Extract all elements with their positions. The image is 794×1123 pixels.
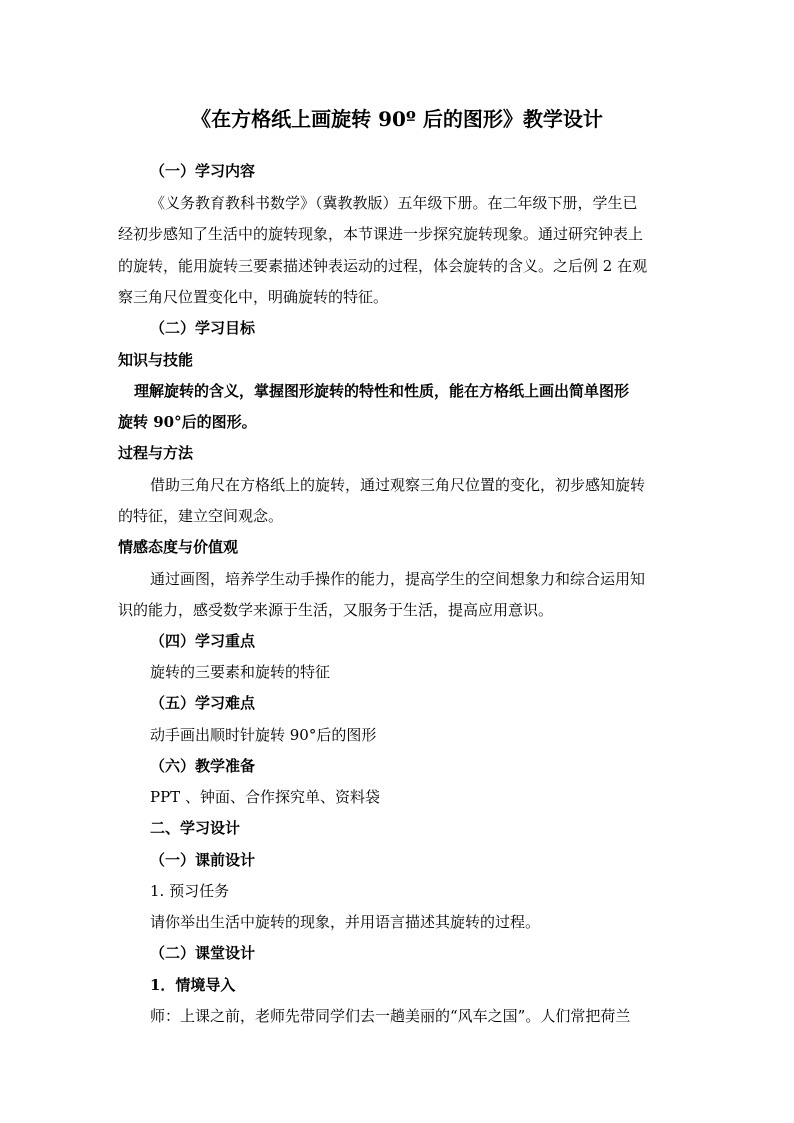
heading-teaching-prep: （六）教学准备 <box>150 757 256 775</box>
paragraph-line: 察三角尺位置变化中，明确旋转的特征。 <box>118 288 389 306</box>
subheading-knowledge-skills: 知识与技能 <box>118 351 194 369</box>
paragraph-line: 旋转的三要素和旋转的特征 <box>150 663 331 681</box>
heading-difficulties: （五）学习难点 <box>150 694 256 712</box>
paragraph-line: 请你举出生活中旋转的现象，并用语言描述其旋转的过程。 <box>150 913 541 931</box>
paragraph-line: 动手画出顺时针旋转 90°后的图形 <box>150 726 377 744</box>
paragraph-line: PPT 、钟面、合作探究单、资料袋 <box>150 788 380 806</box>
paragraph-line: 师：上课之前，老师先带同学们去一趟美丽的“风车之国”。人们常把荷兰 <box>150 1007 631 1025</box>
paragraph-line: 的旋转，能用旋转三要素描述钟表运动的过程，体会旋转的含义。之后例 2 在观 <box>118 257 648 275</box>
paragraph-line: 理解旋转的含义，掌握图形旋转的特性和性质，能在方格纸上画出简单图形 <box>134 382 630 400</box>
heading-key-points: （四）学习重点 <box>150 632 256 650</box>
subheading-attitude-values: 情感态度与价值观 <box>118 538 239 556</box>
heading-learning-content: （一）学习内容 <box>150 162 256 180</box>
list-item-title: 1. 预习任务 <box>150 882 230 900</box>
paragraph-line: 经初步感知了生活中的旋转现象，本节课进一步探究旋转现象。通过研究钟表上 <box>118 225 644 243</box>
heading-pre-class-design: （一）课前设计 <box>150 851 256 869</box>
heading-in-class-design: （二）课堂设计 <box>150 944 256 962</box>
paragraph-line: 的特征，建立空间观念。 <box>118 507 284 525</box>
paragraph-line: 《义务教育教科书数学》（冀教教版）五年级下册。在二年级下册，学生已 <box>150 194 638 212</box>
paragraph-line: 借助三角尺在方格纸上的旋转，通过观察三角尺位置的变化，初步感知旋转 <box>150 476 646 494</box>
paragraph-line: 通过画图，培养学生动手操作的能力，提高学生的空间想象力和综合运用知 <box>150 570 646 588</box>
paragraph-line: 识的能力，感受数学来源于生活，又服务于生活，提高应用意识。 <box>118 601 554 619</box>
subheading-process-methods: 过程与方法 <box>118 444 194 462</box>
heading-learning-design: 二、学习设计 <box>150 819 241 837</box>
list-item-title: 1．情境导入 <box>150 976 236 994</box>
paragraph-line: 旋转 90°后的图形。 <box>118 413 257 431</box>
document-title: 《在方格纸上画旋转 90º 后的图形》教学设计 <box>191 107 603 131</box>
heading-learning-goals: （二）学习目标 <box>150 319 256 337</box>
